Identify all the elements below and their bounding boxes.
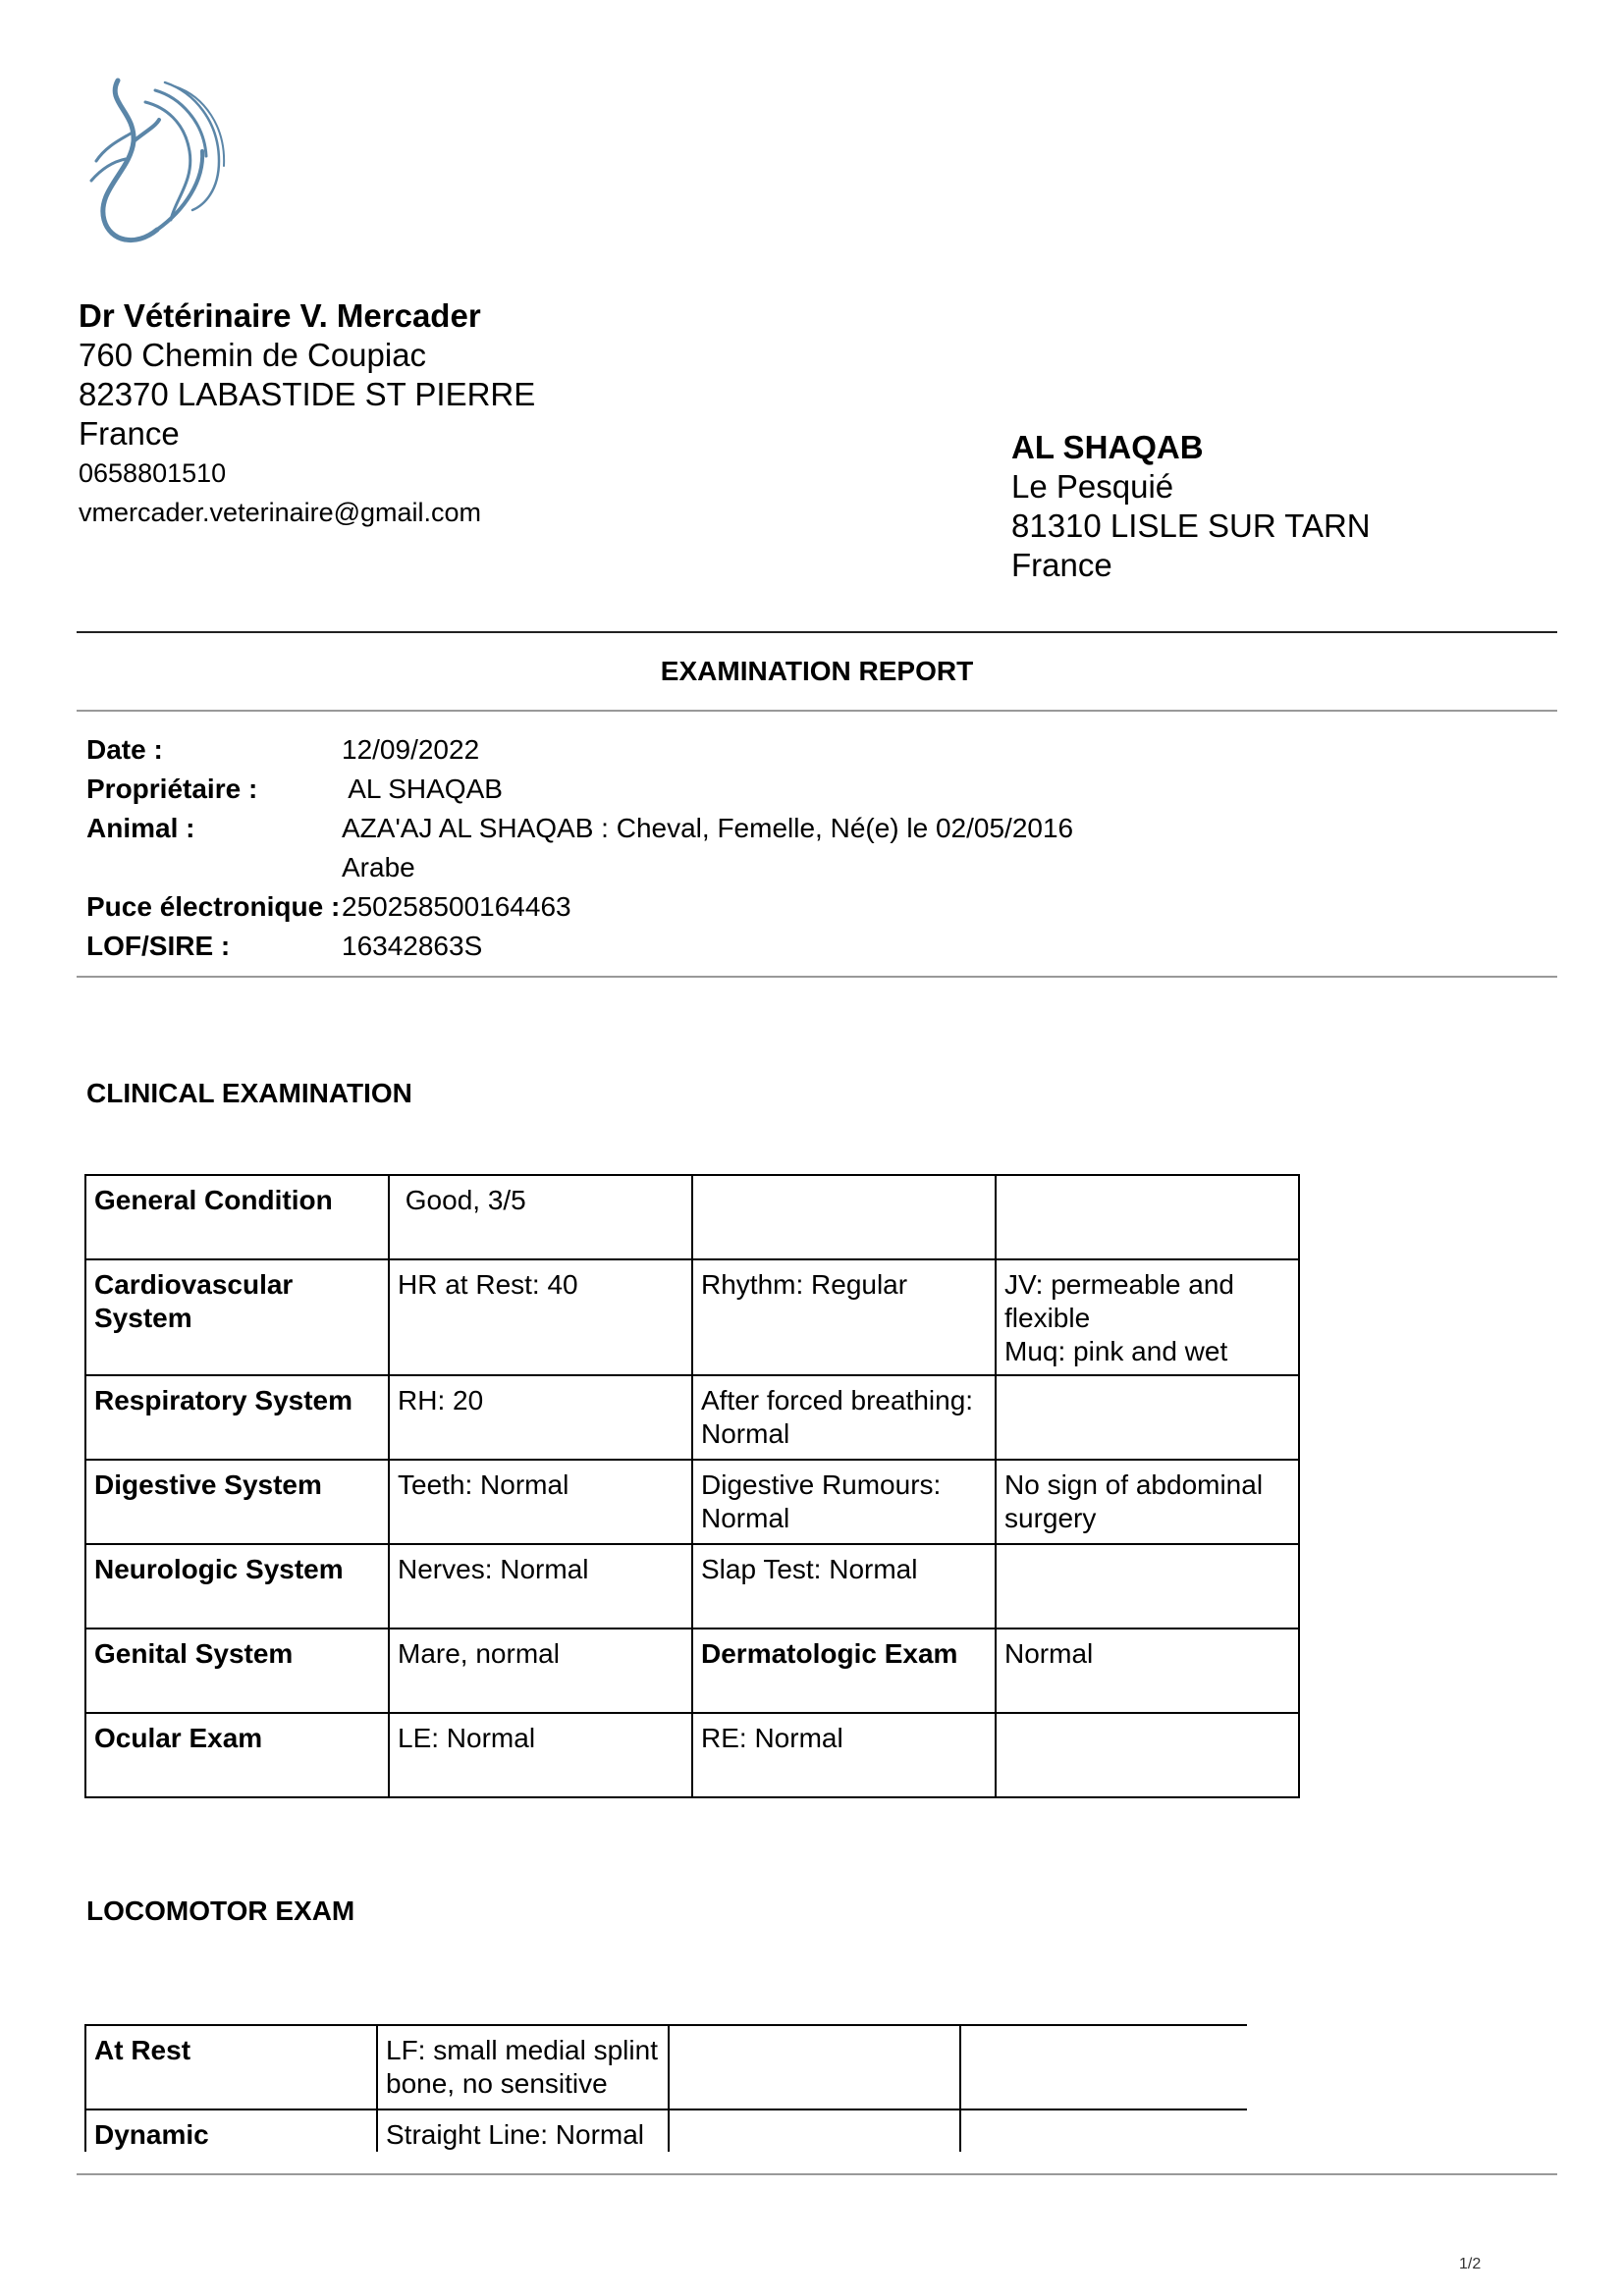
info-value: Arabe xyxy=(342,852,415,882)
info-row xyxy=(86,770,1073,809)
info-label xyxy=(86,848,342,887)
sender-country: France xyxy=(79,415,180,452)
table-cell xyxy=(996,1713,1299,1797)
info-value: 16342863S xyxy=(342,931,483,961)
recipient-address1: Le Pesquié xyxy=(1011,468,1174,505)
table-cell xyxy=(996,1175,1299,1259)
horse-head-logo-icon xyxy=(77,73,244,259)
info-value: AL SHAQAB xyxy=(342,774,503,804)
table-cell xyxy=(669,2109,960,2152)
table-cell: Respiratory System xyxy=(85,1375,389,1460)
table-cell: RH: 20 xyxy=(389,1375,692,1460)
sender-phone: 0658801510 xyxy=(79,458,227,488)
table-cell: Digestive Rumours: Normal xyxy=(692,1460,996,1544)
table-cell: Neurologic System xyxy=(85,1544,389,1629)
locomotor-table-container xyxy=(84,2024,1247,2152)
page-number: 1/2 xyxy=(1459,2256,1482,2272)
locomotor-section-title: LOCOMOTOR EXAM xyxy=(86,1896,355,1926)
table-cell: Good, 3/5 xyxy=(389,1175,692,1259)
table-cell: Teeth: Normal xyxy=(389,1460,692,1544)
clinical-section-title: CLINICAL EXAMINATION xyxy=(86,1078,412,1108)
info-row xyxy=(86,730,1073,770)
info-label: Animal : xyxy=(86,813,195,843)
info-value: 12/09/2022 xyxy=(342,734,480,765)
table-cell: Dermatologic Exam xyxy=(692,1629,996,1713)
info-label: Date : xyxy=(86,734,163,765)
info-row xyxy=(86,887,1073,927)
table-row xyxy=(85,1544,1299,1629)
table-cell: Slap Test: Normal xyxy=(692,1544,996,1629)
info-row xyxy=(86,927,1073,966)
sender-block xyxy=(79,296,535,532)
table-cell: Genital System xyxy=(85,1629,389,1713)
table-cell: LE: Normal xyxy=(389,1713,692,1797)
info-value: AZA'AJ AL SHAQAB : Cheval, Femelle, Né(e) le 02/05/2016 xyxy=(342,813,1074,843)
table-cell xyxy=(996,1375,1299,1460)
table-cell: Nerves: Normal xyxy=(389,1544,692,1629)
table-cell xyxy=(692,1175,996,1259)
info-label: LOF/SIRE : xyxy=(86,931,231,961)
info-label: Propriétaire : xyxy=(86,774,258,804)
table-cell: Rhythm: Regular xyxy=(692,1259,996,1375)
sender-address1: 760 Chemin de Coupiac xyxy=(79,337,427,373)
info-row xyxy=(86,848,1073,887)
locomotor-exam-table xyxy=(84,2024,1247,2152)
clinical-exam-table xyxy=(84,1174,1300,1798)
table-cell: HR at Rest: 40 xyxy=(389,1259,692,1375)
table-cell: No sign of abdominal surgery xyxy=(996,1460,1299,1544)
recipient-block xyxy=(1011,428,1371,585)
table-row xyxy=(85,1375,1299,1460)
sender-address2: 82370 LABASTIDE ST PIERRE xyxy=(79,376,536,412)
info-label: Puce électronique : xyxy=(86,891,341,922)
table-row xyxy=(85,2109,1247,2152)
table-cell xyxy=(960,2109,1247,2152)
table-cell: LF: small medial splint bone, no sensitive xyxy=(377,2025,669,2109)
table-cell: Digestive System xyxy=(85,1460,389,1544)
info-value: 250258500164463 xyxy=(342,891,571,922)
divider xyxy=(77,710,1557,712)
table-cell: Ocular Exam xyxy=(85,1713,389,1797)
table-row xyxy=(85,1259,1299,1375)
table-cell: General Condition xyxy=(85,1175,389,1259)
table-cell: Straight Line: Normal xyxy=(377,2109,669,2152)
table-row xyxy=(85,1175,1299,1259)
table-row xyxy=(85,2025,1247,2109)
table-cell: Dynamic xyxy=(85,2109,377,2152)
table-cell: At Rest xyxy=(85,2025,377,2109)
table-cell: Mare, normal xyxy=(389,1629,692,1713)
divider xyxy=(77,976,1557,978)
table-cell: Cardiovascular System xyxy=(85,1259,389,1375)
sender-email: vmercader.veterinaire@gmail.com xyxy=(79,498,482,527)
sender-name: Dr Vétérinaire V. Mercader xyxy=(79,297,481,334)
recipient-name: AL SHAQAB xyxy=(1011,429,1204,465)
table-row xyxy=(85,1460,1299,1544)
table-cell: RE: Normal xyxy=(692,1713,996,1797)
patient-info xyxy=(86,730,1073,966)
table-cell: After forced breathing: Normal xyxy=(692,1375,996,1460)
info-row xyxy=(86,809,1073,848)
table-row xyxy=(85,1713,1299,1797)
table-cell xyxy=(996,1544,1299,1629)
table-cell: JV: permeable and flexible Muq: pink and wet xyxy=(996,1259,1299,1375)
table-row xyxy=(85,1629,1299,1713)
recipient-address2: 81310 LISLE SUR TARN xyxy=(1011,507,1371,544)
divider xyxy=(77,631,1557,633)
recipient-country: France xyxy=(1011,547,1112,583)
divider xyxy=(77,2173,1557,2175)
table-cell: Normal xyxy=(996,1629,1299,1713)
report-title: EXAMINATION REPORT xyxy=(660,656,974,686)
table-cell xyxy=(669,2025,960,2109)
table-cell xyxy=(960,2025,1247,2109)
